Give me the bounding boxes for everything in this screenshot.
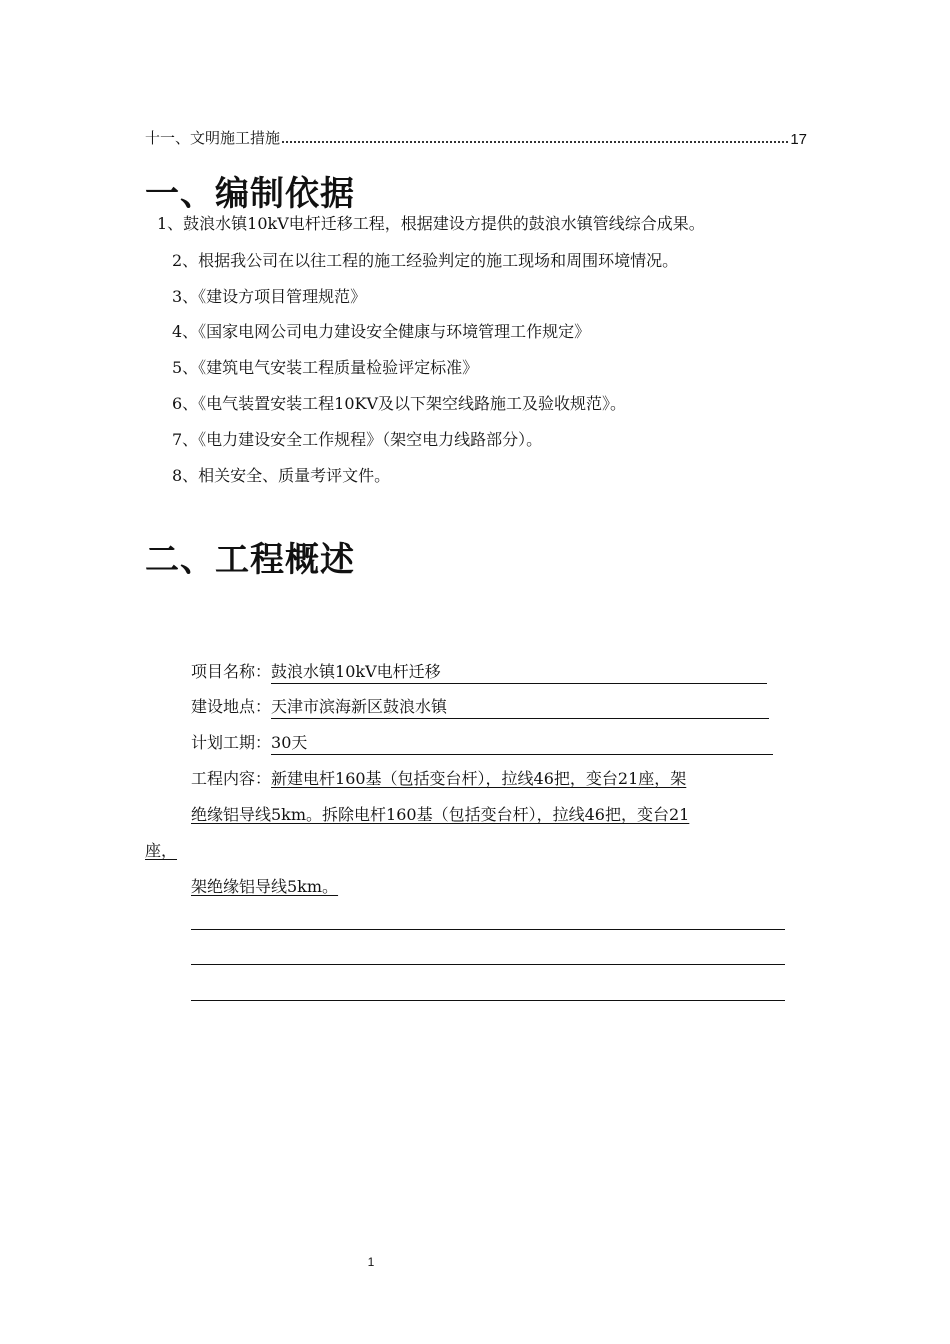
duration-label: 计划工期： bbox=[191, 733, 272, 752]
basis-item-4: 4、《国家电网公司电力建设安全健康与环境管理工作规定》 bbox=[172, 322, 591, 341]
section2-heading: 二、工程概述 bbox=[145, 540, 355, 580]
duration-row bbox=[191, 733, 773, 755]
content-label: 工程内容： bbox=[191, 769, 272, 788]
basis-item-7: 7、《电力建设安全工作规程》（架空电力线路部分）。 bbox=[172, 430, 543, 449]
content-line-3: 座， bbox=[145, 841, 178, 860]
content-line-2: 绝缘铝导线5km。拆除电杆160基（包括变台杆），拉线46把，变台21 bbox=[191, 805, 690, 824]
duration-value: 30天 bbox=[271, 733, 773, 755]
location-row bbox=[191, 697, 769, 719]
toc-leader-dots bbox=[282, 140, 788, 143]
toc-entry[interactable] bbox=[145, 126, 807, 148]
basis-item-3: 3、《建设方项目管理规范》 bbox=[172, 287, 367, 306]
basis-item-6: 6、《电气装置安装工程10KV及以下架空线路施工及验收规范》。 bbox=[172, 394, 627, 413]
blank-fill-line-2 bbox=[191, 964, 785, 965]
location-value: 天津市滨海新区鼓浪水镇 bbox=[271, 697, 769, 719]
basis-item-8: 8、相关安全、质量考评文件。 bbox=[172, 466, 391, 485]
project-name-value: 鼓浪水镇10kV电杆迁移 bbox=[271, 662, 767, 684]
blank-fill-line-3 bbox=[191, 1000, 785, 1001]
content-line-4: 架绝缘铝导线5km。 bbox=[191, 877, 339, 896]
project-name-row bbox=[191, 662, 767, 684]
blank-fill-line-1 bbox=[191, 929, 785, 930]
toc-entry-label: 十一、文明施工措施 bbox=[145, 129, 281, 147]
basis-item-2: 2、根据我公司在以往工程的施工经验判定的施工现场和周围环境情况。 bbox=[172, 251, 679, 270]
toc-entry-page: 17 bbox=[790, 131, 807, 148]
basis-item-1: 1、鼓浪水镇10kV电杆迁移工程，根据建设方提供的鼓浪水镇管线综合成果。 bbox=[157, 214, 705, 233]
content-row bbox=[191, 769, 686, 789]
location-label: 建设地点： bbox=[191, 697, 272, 716]
project-name-label: 项目名称： bbox=[191, 662, 272, 681]
page-number: 1 bbox=[367, 1255, 375, 1269]
content-line-1: 新建电杆160基（包括变台杆），拉线46把，变台21座，架 bbox=[271, 769, 687, 788]
basis-item-5: 5、《建筑电气安装工程质量检验评定标准》 bbox=[172, 358, 479, 377]
section1-heading: 一、编制依据 bbox=[145, 174, 355, 214]
